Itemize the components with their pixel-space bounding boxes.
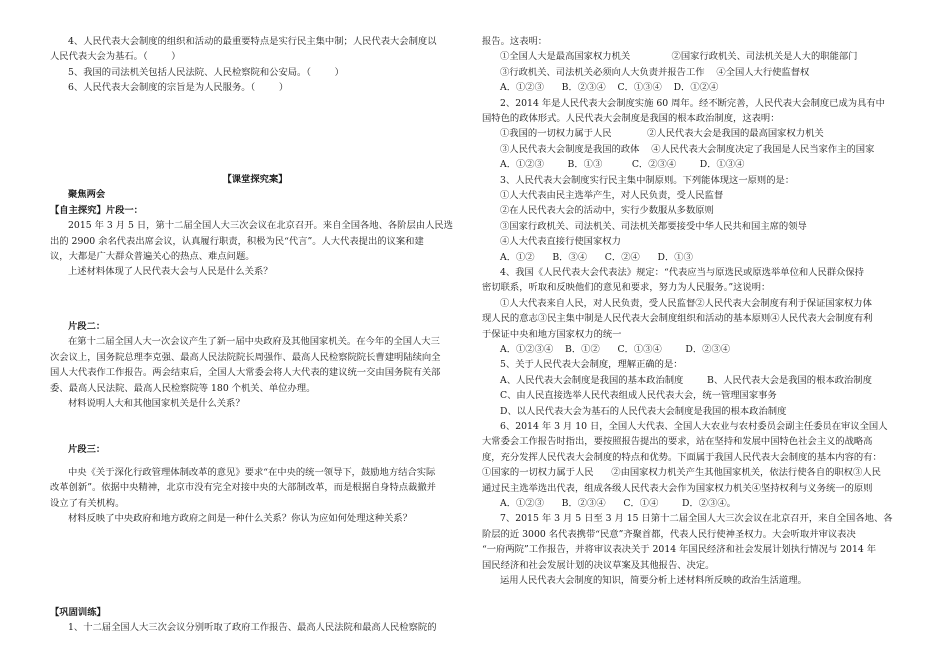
right-text-line: 运用人民代表大会制度的知识，简要分析上述材料所反映的政治生活道理。 (500, 575, 807, 586)
right-text-line: 阶层的近 3000 名代表携带“民意”齐聚首都，代表人民行使神圣权力。大会听取并审议表决 (482, 528, 856, 540)
right-text-line: 3、人民代表大会制度实行民主集中制原则。下列能体现这一原则的是： (500, 174, 795, 186)
left-text-line: 6、人民代表大会制度的宗旨是为人民服务。（ ） (68, 82, 289, 94)
left-text-line: 4、人民代表大会制度的组织和活动的最重要特点是实行民主集中制；人民代表大会制度以 (68, 36, 437, 47)
left-text-line: 设立了有关机构。 (50, 497, 125, 509)
left-text-line: 【自主探究】片段一： (50, 204, 143, 216)
right-text-line: A、人民代表大会制度是我国的基本政治制度 B、人民代表大会是我国的根本政治制度 (500, 374, 872, 386)
right-text-line: A．①② B．③④ C．②④ D．①③ (500, 251, 693, 263)
right-text-line: ③人民代表大会制度是我国的政体 ④人民代表大会制度决定了我国是人民当家作主的国家 (500, 143, 875, 155)
left-text-line: 议，大都是广大群众普遍关心的热点、难点问题。 (50, 251, 255, 262)
right-text-line: 报告。这表明： (482, 36, 548, 47)
right-text-line: 密切联系，听取和反映他们的意见和要求，努力为人民服务。”这说明： (482, 282, 771, 294)
left-text-line: 次会议上，国务院总理李克强、最高人民法院院长周强作、最高人民检察院院长曹建明陆续向全 (50, 351, 441, 363)
right-text-line: 于保证中央和地方国家权力的统一 (482, 328, 622, 340)
right-text-line: 国民经济和社会发展计划的决议草案及其他报告、决定。 (482, 559, 715, 571)
right-text-line: ③国家行政机关、司法机关、司法机关都要接受中华人民共和国主席的领导 (500, 220, 807, 232)
right-text-line: ①全国人大是最高国家权力机关 ②国家行政机关、司法机关是人大的职能部门 (500, 51, 858, 63)
right-text-line: ①人大代表由民主选举产生，对人民负责，受人民监督 (500, 190, 724, 201)
right-text-line: A．①②③ B．②③④ C．①④ D．②③④。 (500, 498, 736, 509)
right-text-line: 4、我国《人民代表大会代表法》规定：“代表应当与原选民或原选举单位和人民群众保持 (500, 267, 864, 278)
left-text-line: 2015 年 3 月 5 日，第十二届全国人大三次会议在北京召开。来自全国各地、各阶层由人民选 (68, 220, 453, 232)
left-text-line: 上述材料体现了人民代表大会与人民是什么关系？ (68, 266, 273, 278)
left-text-line: 片段二： (68, 321, 106, 332)
left-text-line: 人民代表大会为基石。（ ） (50, 51, 181, 63)
right-text-line: 通过民主选举选出代表，组成各级人民代表大会作为国家权力机关④坚持权利与义务统一的原则 (482, 482, 873, 494)
right-text-line: D、以人民代表大会为基石的人民代表大会制度是我国的根本政治制度 (500, 405, 787, 417)
left-text-line: 中央《关于深化行政管理体制改革的意见》要求“在中央的统一领导下，鼓励地方结合实际 (68, 467, 436, 478)
left-text-line: 片段三： (68, 444, 106, 455)
left-text-line: 1、十二届全国人大三次会议分别听取了政府工作报告、最高人民法院和最高人民检察院的 (68, 622, 437, 634)
left-text-line: 【巩固训练】 (50, 607, 106, 618)
right-text-line: C、由人民直接选举人民代表组成人民代表大会，统一管理国家事务 (500, 390, 777, 402)
right-text-line: ①人大代表来自人民，对人民负责，受人民监督②人民代表大会制度有利于保证国家权力体 (500, 297, 872, 309)
left-text-line: 出的 2900 余名代表出席会议，认真履行职责，积极为民“代言”。人大代表提出的议案和建 (50, 235, 424, 247)
right-text-line: 现人民的意志③民主集中制是人民代表大会制度组织和活动的基本原则④人民代表大会制度有利 (482, 313, 873, 325)
left-text-line: 国人大代表作工作报告。两会结束后，全国人大常委会将人大代表的建议统一交由国务院有关部 (50, 367, 441, 379)
right-text-line: ③行政机关、司法机关必须向人大负责并报告工作 ④全国人大行使监督权 (500, 66, 810, 78)
left-text-line: 【课堂探究案】 (222, 174, 288, 185)
right-text-line: 6、2014 年 3 月 10 日，全国人大代表、全国人大农业与农村委员会副主任委员在审议全国人 (500, 421, 888, 432)
left-text-line: 材料反映了中央政府和地方政府之间是一种什么关系？你认为应如何处理这种关系？ (68, 513, 412, 525)
left-text-line: 在第十二届全国人大一次会议产生了新一届中央政府及其他国家机关。在今年的全国人大三 (68, 336, 440, 348)
left-text-line: 委、最高人民法院、最高人民检察院等 180 个机关、单位办理。 (50, 382, 316, 394)
right-text-line: 7、2015 年 3 月 5 日至 3 月 15 日第十二届全国人大三次会议在北京召开，来自全国各地、各 (500, 513, 893, 525)
right-text-line: 大常委会工作报告时指出，要按照报告提出的要求，站在坚持和发展中国特色社会主义的战略高 (482, 436, 873, 448)
right-text-line: A．①②③ B．②③④ C．①③④ D．①②④ (500, 82, 719, 94)
right-text-line: 国特色的政体形式。人民代表大会制度是我国的根本政治制度，这表明： (482, 113, 780, 124)
right-text-line: 5、关于人民代表大会制度，理解正确的是： (500, 359, 683, 371)
right-text-line: “一府两院”工作报告，并将审议表决关于 2014 年国民经济和社会发展计划执行情况与 2014 年 (482, 544, 877, 556)
right-text-line: 度，充分发挥人民代表大会制度的特点和优势。下面属于我国人民代表大会制度的基本内容的有： (482, 451, 882, 463)
left-text-line: 改革创新”。依据中央精神，北京市没有完全对接中央的大部制改革，而是根据自身特点裁撤并 (50, 482, 436, 494)
left-text-line: 聚焦两会 (68, 189, 106, 201)
right-text-line: ④人大代表直接行使国家权力 (500, 236, 621, 248)
right-text-line: ①我国的一切权力属于人民 ②人民代表大会是我国的最高国家权力机关 (500, 128, 824, 140)
right-text-line: A．①②③④ B．①② C．①③④ D．②③④ (500, 344, 731, 355)
left-text-line: 5、我国的司法机关包括人民法院、人民检察院和公安局。（ ） (68, 66, 344, 78)
right-text-line: A．①②③ B．①③ C．②③④ D．①③④ (500, 159, 745, 171)
right-text-line: ②在人民代表大会的活动中，实行少数服从多数原则 (500, 205, 714, 217)
right-text-line: ①国家的一切权力属于人民 ②由国家权力机关产生其他国家机关，依法行使各自的职权③人民 (482, 467, 881, 479)
left-text-line: 材料说明人大和其他国家机关是什么关系？ (68, 398, 245, 409)
right-text-line: 2、2014 年是人民代表大会制度实施 60 周年。经不断完善，人民代表大会制度已成为具有中 (500, 97, 885, 109)
